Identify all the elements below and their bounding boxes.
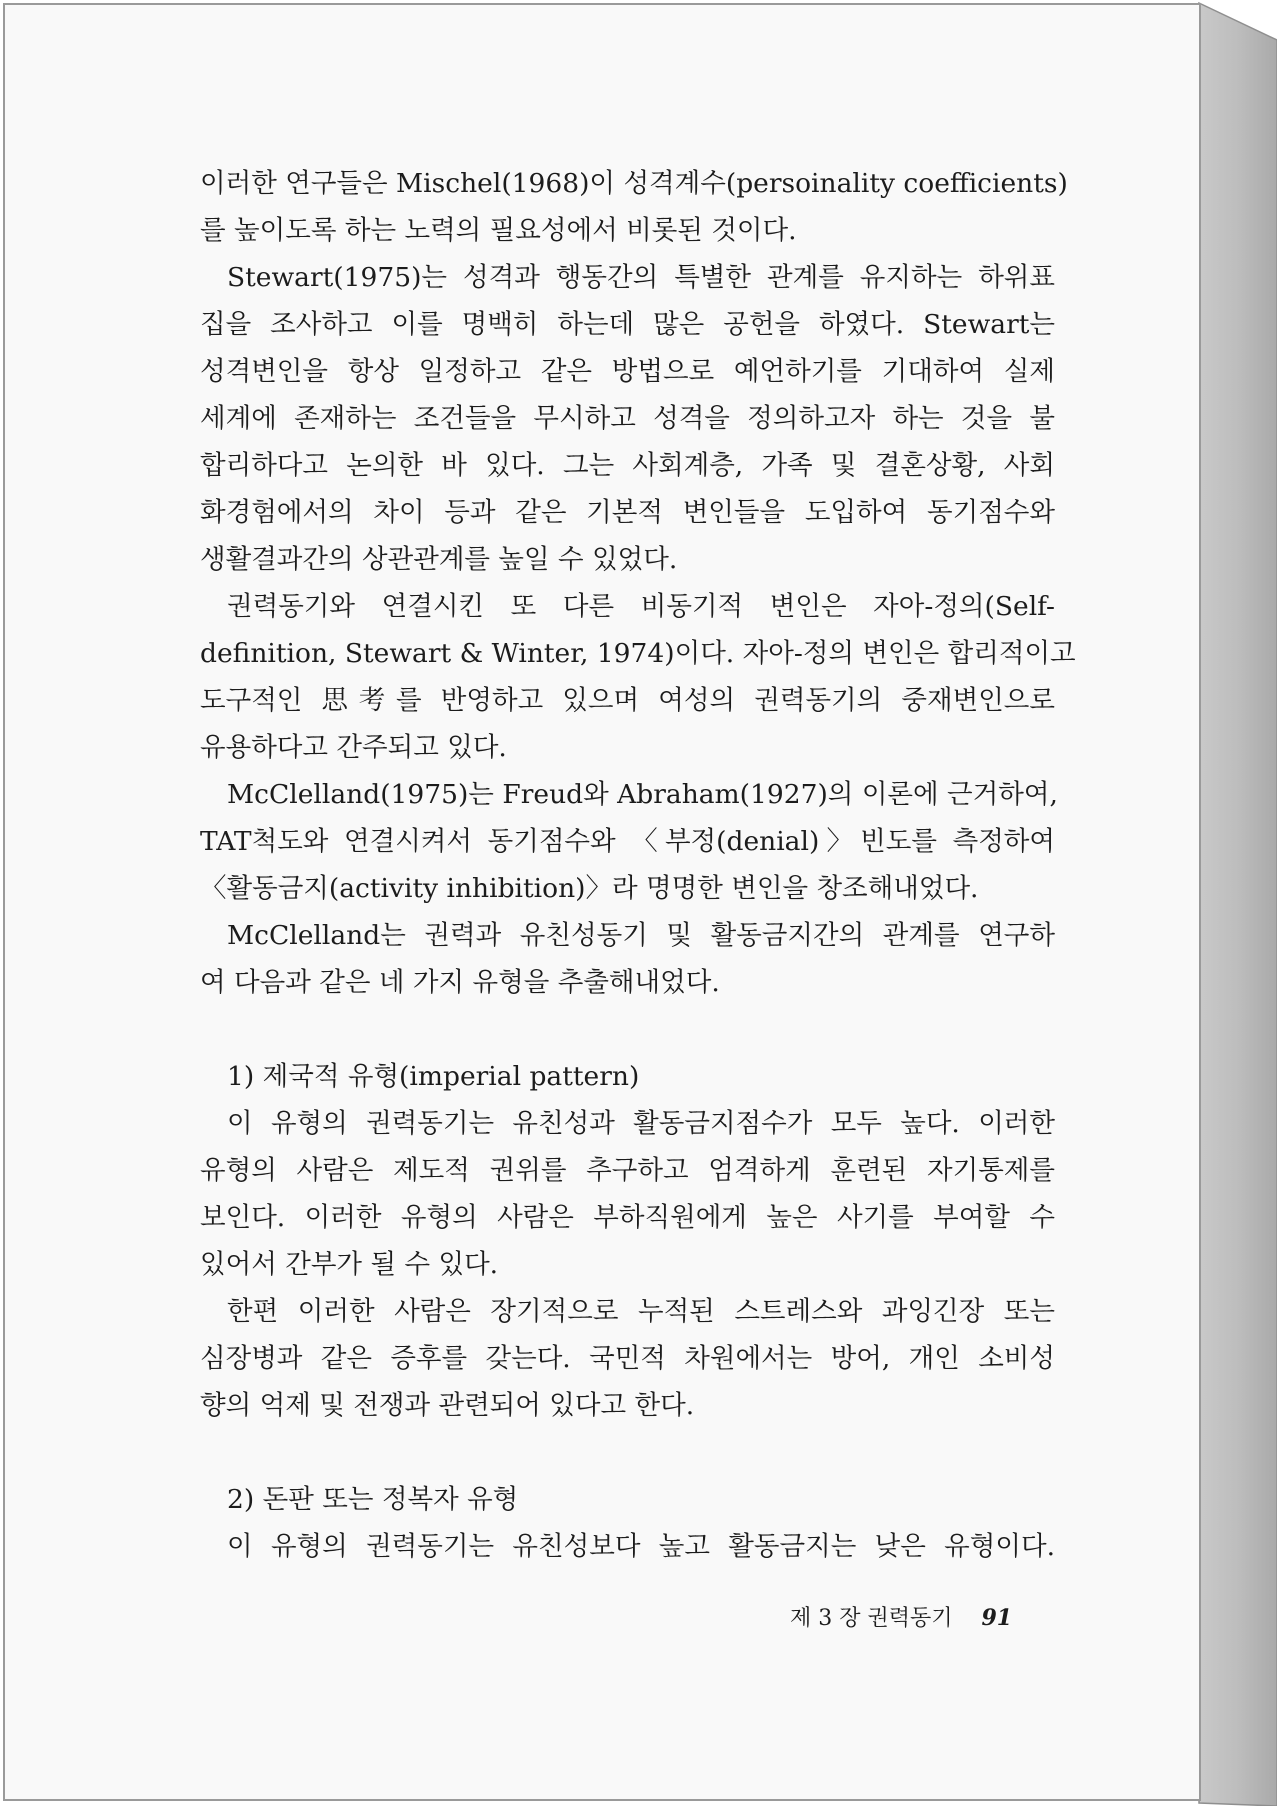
paragraph — [200, 1288, 1055, 1429]
text-line: McClelland(1975)는 Freud와 Abraham(1927)의 이론에 근거하여, — [227, 779, 1058, 810]
text-line: 유형의 사람은 제도적 권위를 추구하고 엄격하게 훈련된 자기통제를 — [200, 1155, 1055, 1186]
text-line: 생활결과간의 상관관계를 높일 수 있었다. — [200, 544, 678, 575]
text-line: 이 유형의 권력동기는 유친성보다 높고 활동금지는 낮은 유형이다. — [227, 1531, 1055, 1562]
text-line: 여 다음과 같은 네 가지 유형을 추출해내었다. — [200, 967, 720, 998]
section-heading: 2) 돈판 또는 정복자 유형 — [227, 1484, 519, 1515]
text-line: 향의 억제 및 전쟁과 관련되어 있다고 한다. — [200, 1390, 695, 1421]
text-line: 화경험에서의 차이 등과 같은 기본적 변인들을 도입하여 동기점수와 — [200, 497, 1055, 528]
text-line: 이 유형의 권력동기는 유친성과 활동금지점수가 모두 높다. 이러한 — [227, 1108, 1055, 1139]
text-line: 심장병과 같은 증후를 갖는다. 국민적 차원에서는 방어, 개인 소비성 — [200, 1343, 1055, 1374]
paragraph — [200, 254, 1055, 583]
section-heading: 1) 제국적 유형(imperial pattern) — [227, 1061, 640, 1092]
spacer — [200, 1429, 1055, 1476]
paragraph — [200, 912, 1055, 1006]
page-body — [200, 160, 1076, 1570]
text-line: McClelland는 권력과 유친성동기 및 활동금지간의 관계를 연구하 — [227, 920, 1055, 951]
text-line: 유용하다고 간주되고 있다. — [200, 732, 507, 763]
paragraph — [200, 771, 1058, 912]
text-line: 한편 이러한 사람은 장기적으로 누적된 스트레스와 과잉긴장 또는 — [227, 1296, 1055, 1327]
paragraph — [200, 1100, 1055, 1288]
chapter-title: 제 3 장 권력동기 — [790, 1606, 953, 1631]
text-line: 〈활동금지(activity inhibition)〉라 명명한 변인을 창조해내었다. — [200, 873, 979, 904]
paragraph — [200, 1523, 1055, 1570]
paragraph — [200, 583, 1076, 771]
spacer — [200, 1006, 1055, 1053]
text-line: 권력동기와 연결시킨 또 다른 비동기적 변인은 자아-정의(Self- — [227, 591, 1055, 622]
text-line: 성격변인을 항상 일정하고 같은 방법으로 예언하기를 기대하여 실제 — [200, 356, 1055, 387]
text-line: 도구적인 思考를 반영하고 있으며 여성의 권력동기의 중재변인으로 — [200, 685, 1055, 716]
text-line: TAT척도와 연결시켜서 동기점수와 〈부정(denial)〉빈도를 측정하여 — [200, 826, 1055, 857]
text-line: 이러한 연구들은 Mischel(1968)이 성격계수(persoinality coefficients) — [200, 168, 1068, 199]
running-footer — [790, 1601, 1012, 1632]
page-number: 91 — [981, 1605, 1013, 1631]
text-line: 집을 조사하고 이를 명백히 하는데 많은 공헌을 하였다. Stewart는 — [200, 309, 1055, 340]
text-line: 합리하다고 논의한 바 있다. 그는 사회계층, 가족 및 결혼상황, 사회 — [200, 450, 1055, 481]
text-line: 를 높이도록 하는 노력의 필요성에서 비롯된 것이다. — [200, 215, 797, 246]
paragraph — [200, 160, 1068, 254]
text-line: 세계에 존재하는 조건들을 무시하고 성격을 정의하고자 하는 것을 불 — [200, 403, 1055, 434]
text-line: Stewart(1975)는 성격과 행동간의 특별한 관계를 유지하는 하위표 — [227, 262, 1055, 293]
text-line: definition, Stewart & Winter, 1974)이다. 자아-정의 변인은 합리적이고 — [200, 638, 1076, 669]
text-line: 보인다. 이러한 유형의 사람은 부하직원에게 높은 사기를 부여할 수 — [200, 1202, 1055, 1233]
text-line: 있어서 간부가 될 수 있다. — [200, 1249, 499, 1280]
